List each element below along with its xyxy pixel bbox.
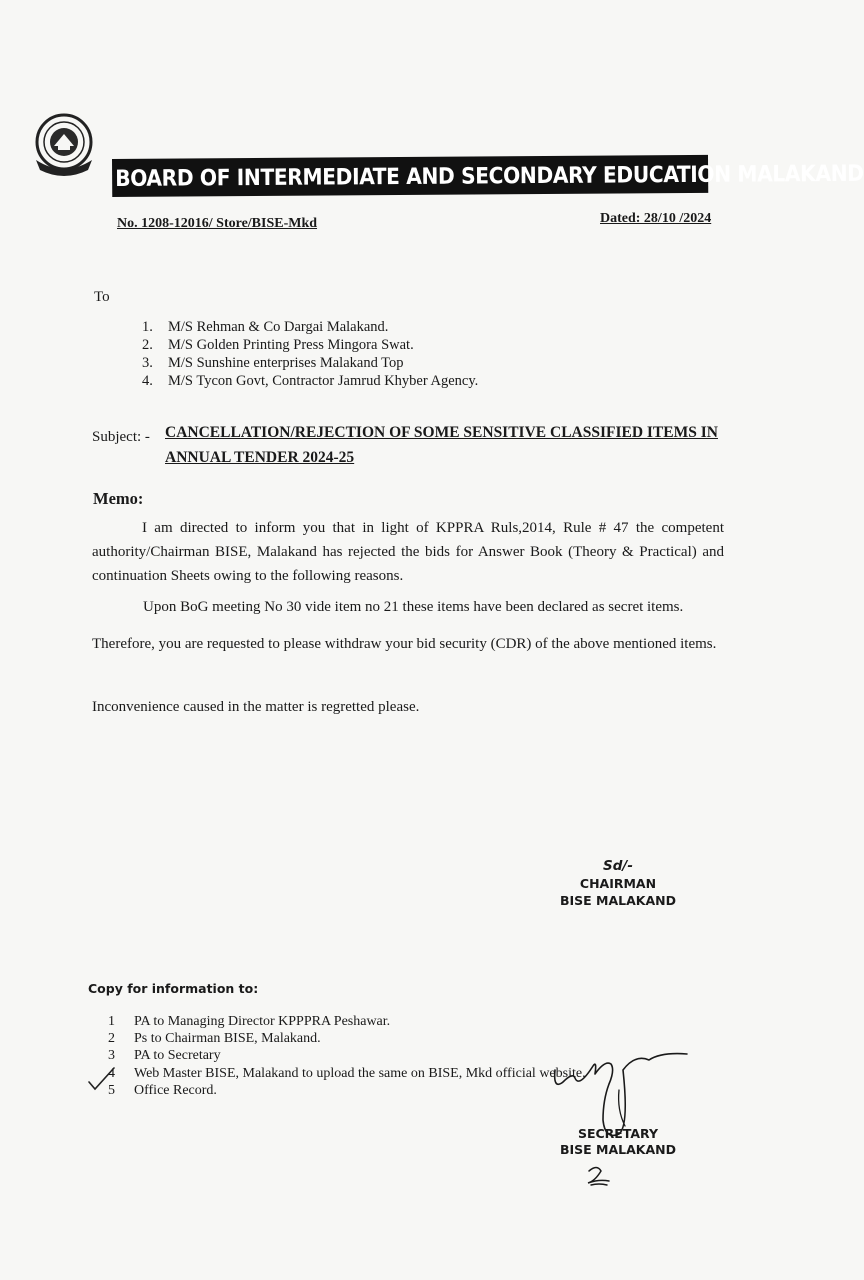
list-item-text: Office Record.	[134, 1082, 217, 1098]
list-item	[108, 1047, 586, 1064]
subject-label: Subject: -	[92, 429, 150, 445]
bise-malakand-seal-icon	[30, 112, 98, 180]
list-item	[142, 336, 478, 354]
initials-mark-icon	[585, 1163, 613, 1187]
list-item-text: PA to Secretary	[134, 1048, 221, 1064]
memo-label: Memo:	[93, 489, 144, 508]
subject-line-2: ANNUAL TENDER 2024-25	[165, 449, 355, 466]
list-item	[142, 354, 478, 372]
organization-banner: BOARD OF INTERMEDIATE AND SECONDARY EDUCATION MALAKAND	[112, 155, 708, 197]
list-item-number: 1.	[142, 319, 153, 335]
signatory-office: BISE MALAKAND	[559, 893, 677, 908]
list-item-text: M/S Golden Printing Press Mingora Swat.	[168, 337, 414, 353]
list-item	[142, 318, 478, 336]
date: Dated: 28/10 /2024	[600, 211, 712, 226]
sd-mark: Sd/-	[603, 858, 633, 874]
list-item-text: PA to Managing Director KPPPRA Peshawar.	[134, 1014, 391, 1029]
memo-paragraph-3: Therefore, you are requested to please withdraw your bid security (CDR) of the above mentioned items.	[92, 636, 717, 652]
list-item-number: 2	[108, 1031, 115, 1047]
memo-paragraph-1: I am directed to inform you that in light of KPPRA Ruls,2014, Rule # 47 the competent authority/Chairman BISE, Malakand has rejected the bids for Answer Book (Theory & Practical) and continuation Sheets owing to the following reasons.	[92, 520, 724, 584]
to-label: To	[94, 289, 110, 305]
reference-number: No. 1208-12016/ Store/BISE-Mkd	[117, 216, 318, 231]
list-item-number: 3	[108, 1048, 115, 1064]
subject-text	[165, 420, 725, 470]
copy-list	[108, 1013, 586, 1099]
recipient-list	[142, 318, 478, 390]
secretary-signoff	[552, 1126, 684, 1158]
chairman-signoff	[548, 858, 688, 909]
list-item-number: 4	[108, 1065, 115, 1081]
secretary-title: SECRETARY	[577, 1126, 659, 1141]
list-item-number: 2.	[142, 337, 153, 353]
list-item-text: Web Master BISE, Malakand to upload the same on BISE, Mkd official website.	[134, 1065, 586, 1081]
list-item-number: 1	[108, 1014, 115, 1029]
copy-label: Copy for information to:	[88, 981, 259, 996]
memo-paragraph-4: Inconvenience caused in the matter is regretted please.	[92, 699, 420, 715]
list-item	[108, 1030, 586, 1047]
secretary-office: BISE MALAKAND	[559, 1142, 677, 1157]
list-item	[108, 1082, 586, 1099]
memo-paragraph-2: Upon BoG meeting No 30 vide item no 21 these items have been declared as secret items.	[143, 599, 684, 615]
list-item-number: 5	[108, 1082, 115, 1098]
list-item-text: M/S Tycon Govt, Contractor Jamrud Khyber Agency.	[168, 373, 479, 389]
signatory-title: CHAIRMAN	[579, 876, 657, 891]
list-item	[108, 1065, 586, 1082]
list-item-text: M/S Rehman & Co Dargai Malakand.	[168, 319, 389, 335]
list-item-text: M/S Sunshine enterprises Malakand Top	[168, 355, 404, 371]
tick-mark-icon	[86, 1062, 116, 1092]
list-item-text: Ps to Chairman BISE, Malakand.	[134, 1031, 321, 1047]
subject-line-1: CANCELLATION/REJECTION OF SOME SENSITIVE CLASSIFIED ITEMS IN	[165, 424, 718, 441]
list-item	[142, 372, 478, 390]
list-item	[108, 1013, 586, 1030]
list-item-number: 4.	[142, 373, 153, 389]
list-item-number: 3.	[142, 355, 153, 371]
